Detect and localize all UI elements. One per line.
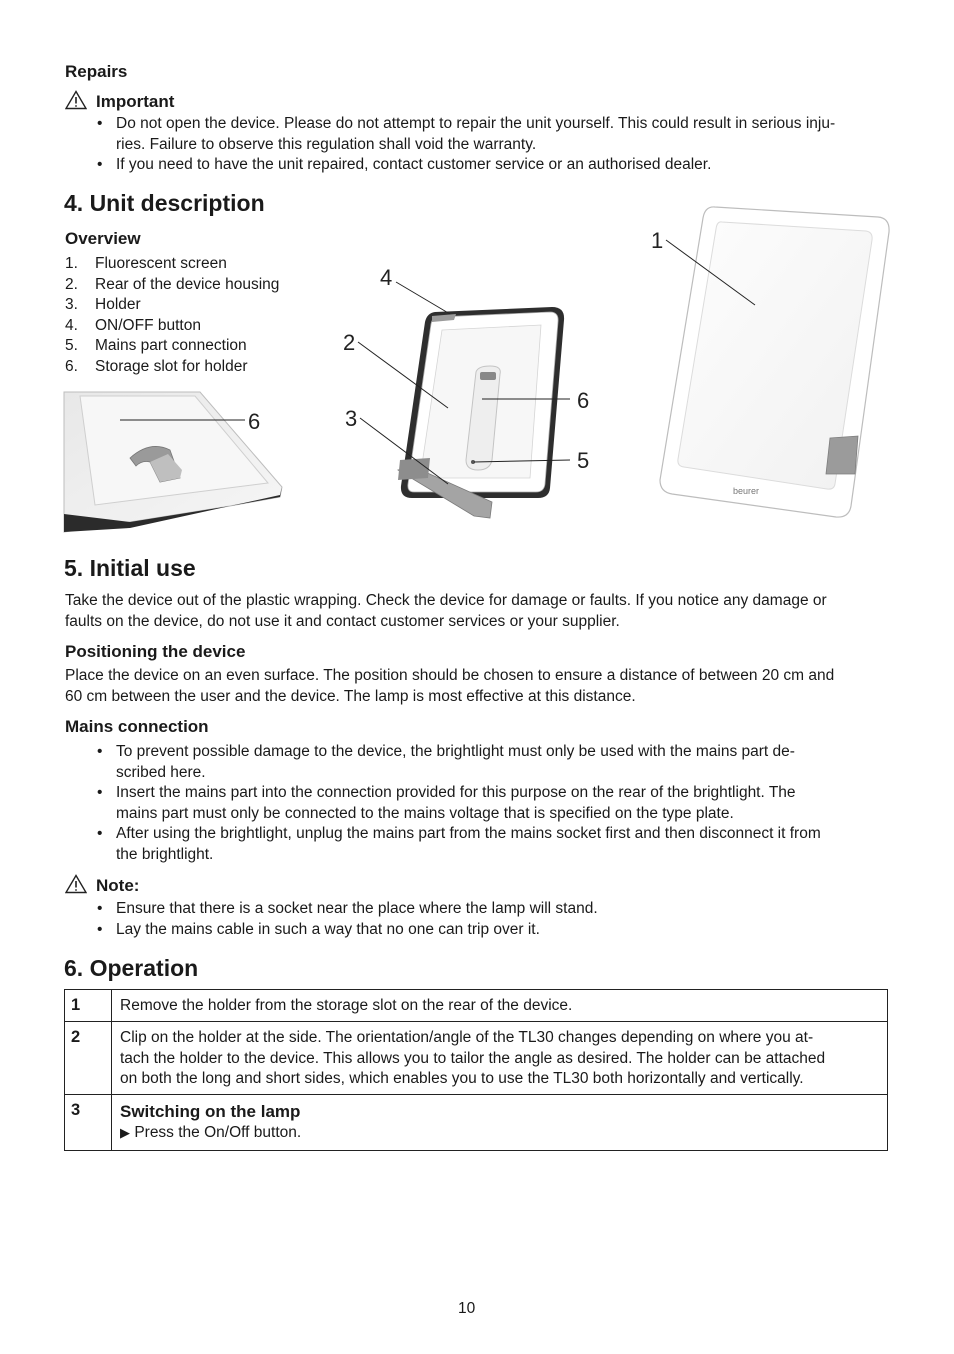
callout-3: 3 (345, 406, 358, 431)
table-row (65, 990, 888, 1022)
list-item: • Ensure that there is a socket near the place where the lamp will stand. (65, 899, 895, 920)
list-item: 5. Mains part connection (65, 337, 247, 354)
positioning-paragraph: Place the device on an even surface. The position should be chosen to ensure a distance of between 20 cm and 60 cm between the user and the device. The lamp is most effective at this distance. (65, 667, 835, 705)
list-item: • Do not open the device. Please do not attempt to repair the unit yourself. This could result in serious inju- ries. Failure to observe this regulation shall void the warranty. (65, 114, 895, 155)
section6-heading: 6. Operation (64, 955, 199, 981)
row-text (112, 1095, 888, 1151)
positioning-heading: Positioning the device (65, 642, 246, 661)
unit-illustration (0, 195, 954, 535)
device-rear-view (398, 307, 564, 518)
list-item: • To prevent possible damage to the device, the brightlight must only be used with the mains part de- scribed here. (65, 742, 895, 783)
section4-heading: 4. Unit description (64, 190, 265, 216)
step-title: Switching on the lamp (120, 1102, 301, 1121)
list-item: 4. ON/OFF button (65, 316, 201, 334)
row-text: Remove the holder from the storage slot on the rear of the device. (112, 990, 888, 1022)
callout-4: 4 (380, 265, 393, 290)
note-label (65, 874, 139, 896)
list-item: • Lay the mains cable in such a way that no one can trip over it. (65, 920, 895, 941)
section5-heading: 5. Initial use (64, 555, 196, 581)
step-instruction: ▶ Press the On/Off button. (120, 1124, 302, 1141)
note-text: Note: (96, 876, 140, 895)
callout-5: 5 (577, 448, 590, 473)
note-list (65, 899, 895, 940)
row-text: Clip on the holder at the side. The orientation/angle of the TL30 changes depending on where you at- tach the holder to the device. This allows you to tailor the angle as desired. The holder can be attached on both the long and short sides, which enables you to use the TL30 both horizontally and vertically. (112, 1022, 888, 1095)
important-label (65, 90, 174, 112)
row-number: 2 (65, 1022, 112, 1095)
mains-list (65, 742, 895, 865)
repairs-heading: Repairs (65, 62, 128, 81)
row-number: 3 (65, 1095, 112, 1151)
play-arrow-icon: ▶ (120, 1125, 130, 1140)
list-item: 1. Fluorescent screen (65, 255, 227, 272)
device-front-view (660, 207, 889, 517)
callout-line (396, 282, 450, 314)
list-item: • If you need to have the unit repaired, contact customer service or an authorised dealer. (65, 155, 895, 176)
callout-2: 2 (343, 330, 356, 355)
list-item: • After using the brightlight, unplug the mains part from the mains socket first and then disconnect it from the brightlight. (65, 824, 895, 865)
warning-icon (65, 874, 87, 894)
mains-heading: Mains connection (65, 717, 209, 736)
table-row (65, 1095, 888, 1151)
row-number: 1 (65, 990, 112, 1022)
operation-table (64, 989, 888, 1151)
table-row (65, 1022, 888, 1095)
warning-icon (65, 90, 87, 110)
list-item: 6. Storage slot for holder (65, 357, 248, 375)
initial-use-paragraph: Take the device out of the plastic wrapping. Check the device for damage or faults. If you notice any damage or faults on the device, do not use it and contact customer services or your supplier. (65, 592, 827, 630)
list-item: • Insert the mains part into the connection provided for this purpose on the rear of the brightlight. The mains part must only be connected to the mains voltage that is specified on the type plate. (65, 783, 895, 824)
overview-heading: Overview (65, 229, 141, 248)
callout-6b: 6 (577, 388, 590, 413)
page-number: 10 (458, 1300, 476, 1317)
callout-1: 1 (651, 228, 664, 253)
list-item: 3. Holder (65, 296, 141, 313)
repairs-list (65, 114, 895, 176)
callout-6a: 6 (248, 409, 261, 434)
important-text: Important (96, 92, 175, 111)
brand-logo: beurer (733, 486, 760, 496)
list-item: 2. Rear of the device housing (65, 275, 280, 293)
